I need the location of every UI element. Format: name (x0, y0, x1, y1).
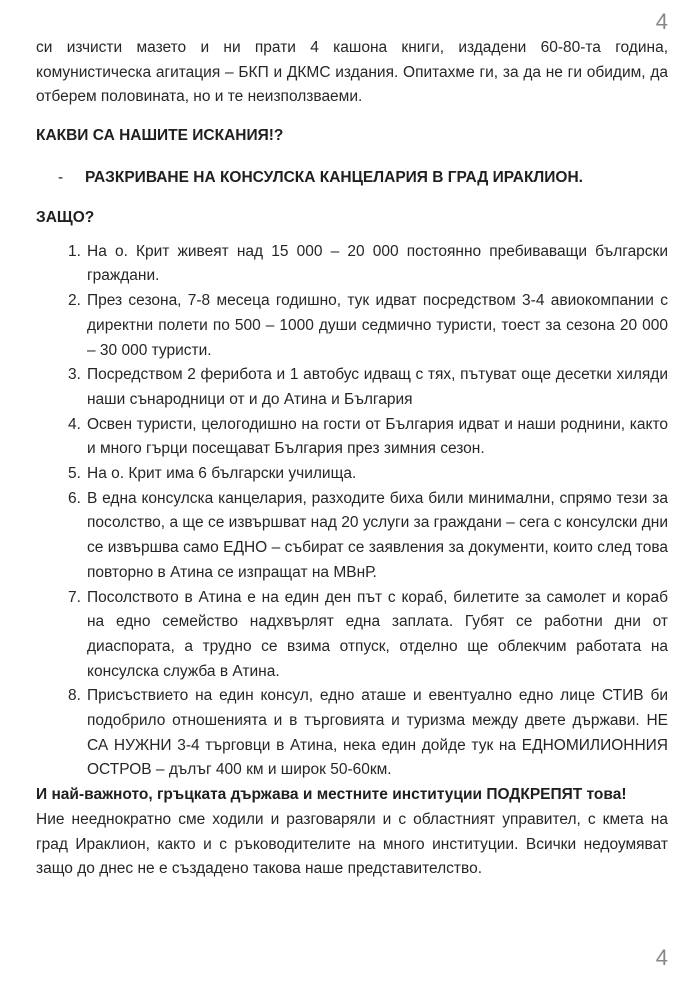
reason-list-item: Освен туристи, целогодишно на гости от България идват и наши роднини, както и много гърци посещават България през зимния сезон. (87, 415, 668, 458)
demand-dash-marker: - (58, 168, 64, 186)
reason-list-item: В една консулска канцелария, разходите биха били минимални, спрямо тези за посолство, а ще се извършват над 20 услуги за граждани – сега с консулски дни се извършва само ЕДНО – събират се заявления за документи, които след това повторно в Атина се изпращат на МВнР. (87, 489, 668, 581)
closing-paragraph: Ние нееднократно сме ходили и разговаряли и с областният управител, с кмета на град Ираклион, както и с ръководителите на много институции. Всички недоумяват защо до днес не е създадено такова наше представителство. (36, 810, 668, 878)
reasons-list (36, 240, 668, 783)
reason-list-item: Посолството в Атина е на един ден път с кораб, билетите за самолет и кораб на едно семейство надхвърлят една заплата. Губят се работни дни от диаспората, а трудно се взима отпуск, отделно ще облекчим работата на консулска служба в Атина. (87, 588, 668, 680)
reason-list-item: На о. Крит живеят над 15 000 – 20 000 постоянно пребиваващи български граждани. (87, 242, 668, 285)
reason-list-item: През сезона, 7-8 месеца годишно, тук идват посредством 3-4 авиокомпании с директни полети по 500 – 1000 души седмично туристи, тоест за сезона 20 000 – 30 000 туристи. (87, 292, 668, 359)
demand-text: РАЗКРИВАНЕ НА КОНСУЛСКА КАНЦЕЛАРИЯ В ГРАД ИРАКЛИОН. (85, 168, 583, 186)
demands-heading: КАКВИ СА НАШИТЕ ИСКАНИЯ!? (36, 127, 284, 145)
page-number-top: 4 (655, 9, 668, 34)
demand-item (36, 166, 668, 191)
intro-paragraph: си изчисти мазето и ни прати 4 кашона книги, издадени 60-80-та година, комунистическа агитация – БКП и ДКМС издания. Опитахме ги, за да не ги обидим, да отберем половината, но и те неизползваеми. (36, 39, 668, 106)
reason-list-item: На о. Крит има 6 български училища. (87, 465, 357, 483)
page-number-bottom: 4 (655, 945, 668, 970)
reason-list-item: Посредством 2 ферибота и 1 автобус идващ с тях, пътуват още десетки хиляди наши сънародници от и до Атина и България (87, 366, 668, 408)
why-heading: ЗАЩО? (36, 209, 95, 227)
reason-list-item: Присъствието на един консул, едно аташе и евентуално едно лице СТИВ би подобрило отношенията и в търговията и туризма между двете държави. НЕ СА НУЖНИ 3-4 търговци в Атина, нека един дойде тук на ЕДНОМИЛИОННИЯ ОСТРОВ – дълъг 400 км и широк 50-60км. (87, 687, 668, 779)
support-statement: И най-важното, гръцката държава и местните институции ПОДКРЕПЯТ това! (36, 786, 627, 804)
